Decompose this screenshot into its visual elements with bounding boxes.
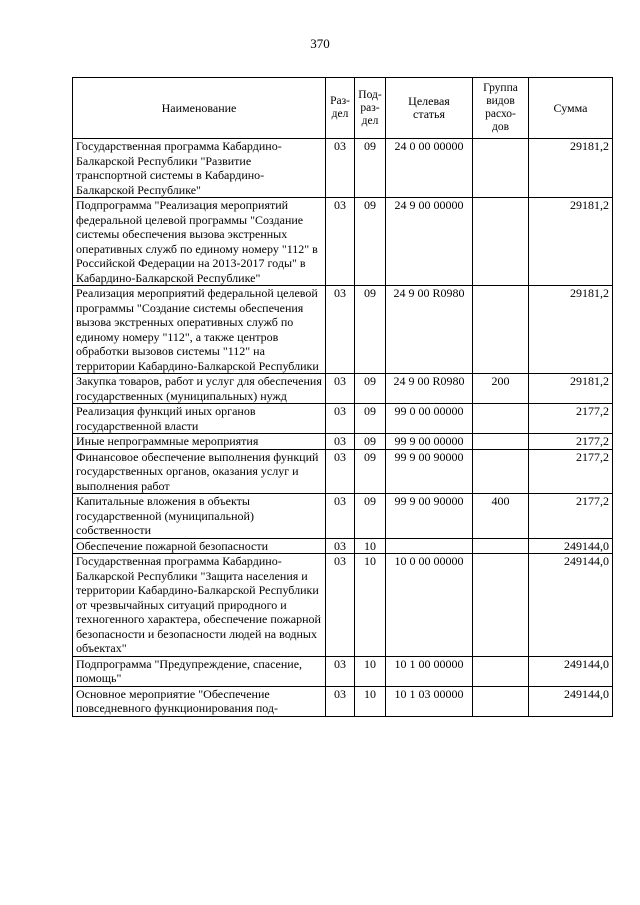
row-group [473,686,529,716]
row-name: Капитальные вложения в объекты государственной (муниципальной) собственности [73,494,326,539]
row-name: Финансовое обеспечение выполнения функций государственных органов, оказания услуг и выполнения работ [73,449,326,494]
row-subsection: 10 [355,554,386,657]
header-subsection: Под- раз- дел [355,78,386,139]
row-sum: 2177,2 [529,434,613,450]
row-section: 03 [326,686,355,716]
row-name: Обеспечение пожарной безопасности [73,538,326,554]
row-section: 03 [326,449,355,494]
table-row [73,374,613,404]
row-group: 400 [473,494,529,539]
row-sum: 249144,0 [529,554,613,657]
table-body [73,139,613,717]
row-article: 24 9 00 00000 [386,198,473,286]
row-subsection: 09 [355,139,386,198]
row-subsection: 09 [355,494,386,539]
row-section: 03 [326,434,355,450]
row-subsection: 09 [355,434,386,450]
row-sum: 249144,0 [529,686,613,716]
row-name: Иные непрограммные мероприятия [73,434,326,450]
row-subsection: 10 [355,656,386,686]
table-row [73,286,613,374]
row-name: Основное мероприятие "Обеспечение повседневного функционирования под- [73,686,326,716]
row-article: 99 9 00 90000 [386,449,473,494]
row-name: Государственная программа Кабардино-Балкарской Республики "Развитие транспортной системы в Кабардино-Балкарской Республике" [73,139,326,198]
row-group [473,449,529,494]
page-number: 370 [310,36,330,51]
row-group [473,139,529,198]
row-section: 03 [326,494,355,539]
row-section: 03 [326,404,355,434]
row-section: 03 [326,139,355,198]
row-sum: 2177,2 [529,494,613,539]
table-row [73,538,613,554]
row-group [473,538,529,554]
row-article: 99 9 00 90000 [386,494,473,539]
row-article: 99 9 00 00000 [386,434,473,450]
table-row [73,139,613,198]
row-name: Реализация мероприятий федеральной целевой программы "Создание системы обеспечения вызова экстренных оперативных служб по единому номеру "112", а также центров обработки вызовов системы "112" на территории Кабардино-Балкарской Республики [73,286,326,374]
header-group: Группа видов расхо- дов [473,78,529,139]
table-row [73,198,613,286]
row-article: 99 0 00 00000 [386,404,473,434]
row-name: Реализация функций иных органов государственной власти [73,404,326,434]
row-subsection: 09 [355,286,386,374]
row-group: 200 [473,374,529,404]
header-name: Наименование [73,78,326,139]
table-row [73,404,613,434]
row-group [473,656,529,686]
row-section: 03 [326,374,355,404]
header-row [73,78,613,139]
table-row [73,449,613,494]
row-sum: 2177,2 [529,404,613,434]
row-name: Подпрограмма "Реализация мероприятий федеральной целевой программы "Создание системы обеспечения вызова экстренных оперативных служб по единому номеру "112" в Российской Федерации на 2013-2017 годы" в Кабардино-Балкарской Республике" [73,198,326,286]
row-group [473,198,529,286]
row-group [473,554,529,657]
row-subsection: 10 [355,538,386,554]
row-section: 03 [326,656,355,686]
row-article: 10 0 00 00000 [386,554,473,657]
row-subsection: 09 [355,449,386,494]
row-section: 03 [326,286,355,374]
row-section: 03 [326,554,355,657]
row-name: Государственная программа Кабардино-Балкарской Республики "Защита населения и территории Кабардино-Балкарской Республики от чрезвычайных ситуаций природного и техногенного характера, обеспечение пожарной безопасности и безопасности людей на водных объектах" [73,554,326,657]
row-group [473,404,529,434]
row-article: 24 0 00 00000 [386,139,473,198]
row-sum: 29181,2 [529,374,613,404]
row-group [473,434,529,450]
row-subsection: 09 [355,374,386,404]
row-article: 24 9 00 R0980 [386,286,473,374]
table-row [73,656,613,686]
row-section: 03 [326,198,355,286]
table-row [73,686,613,716]
table-row [73,434,613,450]
row-article: 10 1 03 00000 [386,686,473,716]
header-section: Раз- дел [326,78,355,139]
row-article [386,538,473,554]
row-subsection: 09 [355,198,386,286]
row-article: 10 1 00 00000 [386,656,473,686]
row-subsection: 09 [355,404,386,434]
table-row [73,554,613,657]
budget-table [72,77,613,717]
header-article: Целевая статья [386,78,473,139]
row-article: 24 9 00 R0980 [386,374,473,404]
header-sum: Сумма [529,78,613,139]
row-name: Подпрограмма "Предупреждение, спасение, помощь" [73,656,326,686]
row-sum: 29181,2 [529,286,613,374]
row-name: Закупка товаров, работ и услуг для обеспечения государственных (муниципальных) нужд [73,374,326,404]
table-row [73,494,613,539]
row-subsection: 10 [355,686,386,716]
row-sum: 29181,2 [529,139,613,198]
row-sum: 2177,2 [529,449,613,494]
row-sum: 249144,0 [529,538,613,554]
row-sum: 29181,2 [529,198,613,286]
row-sum: 249144,0 [529,656,613,686]
row-group [473,286,529,374]
row-section: 03 [326,538,355,554]
